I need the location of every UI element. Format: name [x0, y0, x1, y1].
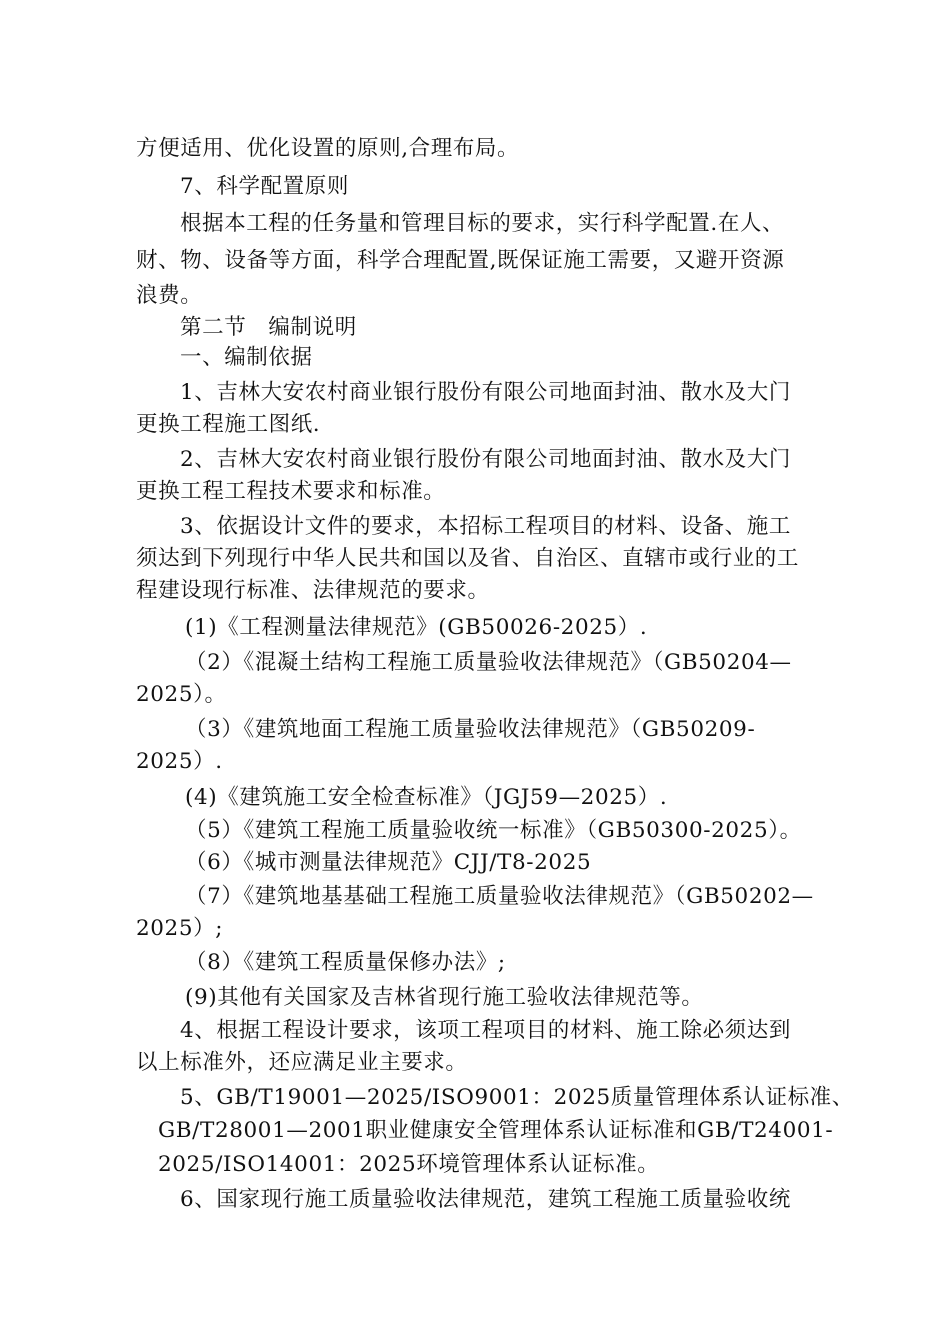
- text-line: 更换工程工程技术要求和标准。: [136, 479, 446, 504]
- text-line: 以上标准外，还应满足业主要求。: [136, 1050, 468, 1075]
- section-heading: 一、编制依据: [180, 345, 313, 370]
- standard-item: （6）《城市测量法律规范》CJJ/T8-2025: [185, 850, 592, 875]
- section-heading: 7、科学配置原则: [180, 174, 349, 199]
- chapter-heading: 第二节 编制说明: [180, 315, 357, 340]
- text-line: 更换工程施工图纸.: [136, 412, 321, 437]
- text-line: 2025/ISO14001：2025环境管理体系认证标准。: [158, 1152, 660, 1177]
- standard-item: （7）《建筑地基基础工程施工质量验收法律规范》（GB50202—: [185, 884, 814, 909]
- standard-item: (4)《建筑施工安全检查标准》（JGJ59—2025）.: [185, 785, 668, 810]
- list-item: 1、吉林大安农村商业银行股份有限公司地面封油、散水及大门: [180, 380, 791, 405]
- text-line: 财、物、设备等方面，科学合理配置,既保证施工需要，又避开资源: [136, 248, 785, 273]
- text-line: 2025）;: [136, 916, 224, 941]
- text-line: 须达到下列现行中华人民共和国以及省、自治区、直辖市或行业的工: [136, 546, 800, 571]
- standard-item: (9)其他有关国家及吉林省现行施工验收法律规范等。: [185, 985, 704, 1010]
- text-line: 2025）.: [136, 749, 223, 774]
- list-item: 3、依据设计文件的要求，本招标工程项目的材料、设备、施工: [180, 514, 791, 539]
- list-item: 4、根据工程设计要求，该项工程项目的材料、施工除必须达到: [180, 1018, 791, 1043]
- standard-item: （8）《建筑工程质量保修办法》;: [185, 950, 506, 975]
- standard-item: （5）《建筑工程施工质量验收统一标准》（GB50300-2025）。: [185, 818, 802, 843]
- text-line: GB/T28001—2001职业健康安全管理体系认证标准和GB/T24001-: [158, 1118, 834, 1143]
- text-line: 根据本工程的任务量和管理目标的要求，实行科学配置.在人、: [180, 211, 785, 236]
- standard-item: (1)《工程测量法律规范》(GB50026-2025）.: [185, 615, 648, 640]
- standard-item: （2）《混凝土结构工程施工质量验收法律规范》（GB50204—: [185, 650, 792, 675]
- list-item: 5、GB/T19001—2025/ISO9001：2025质量管理体系认证标准、: [180, 1085, 854, 1110]
- text-line: 浪费。: [136, 283, 203, 308]
- list-item: 6、国家现行施工质量验收法律规范，建筑工程施工质量验收统: [180, 1187, 791, 1212]
- standard-item: （3）《建筑地面工程施工质量验收法律规范》（GB50209-: [185, 717, 756, 742]
- text-line: 程建设现行标准、法律规范的要求。: [136, 578, 490, 603]
- text-line: 2025）。: [136, 682, 227, 707]
- text-line: 方便适用、优化设置的原则,合理布局。: [136, 136, 520, 161]
- list-item: 2、吉林大安农村商业银行股份有限公司地面封油、散水及大门: [180, 447, 791, 472]
